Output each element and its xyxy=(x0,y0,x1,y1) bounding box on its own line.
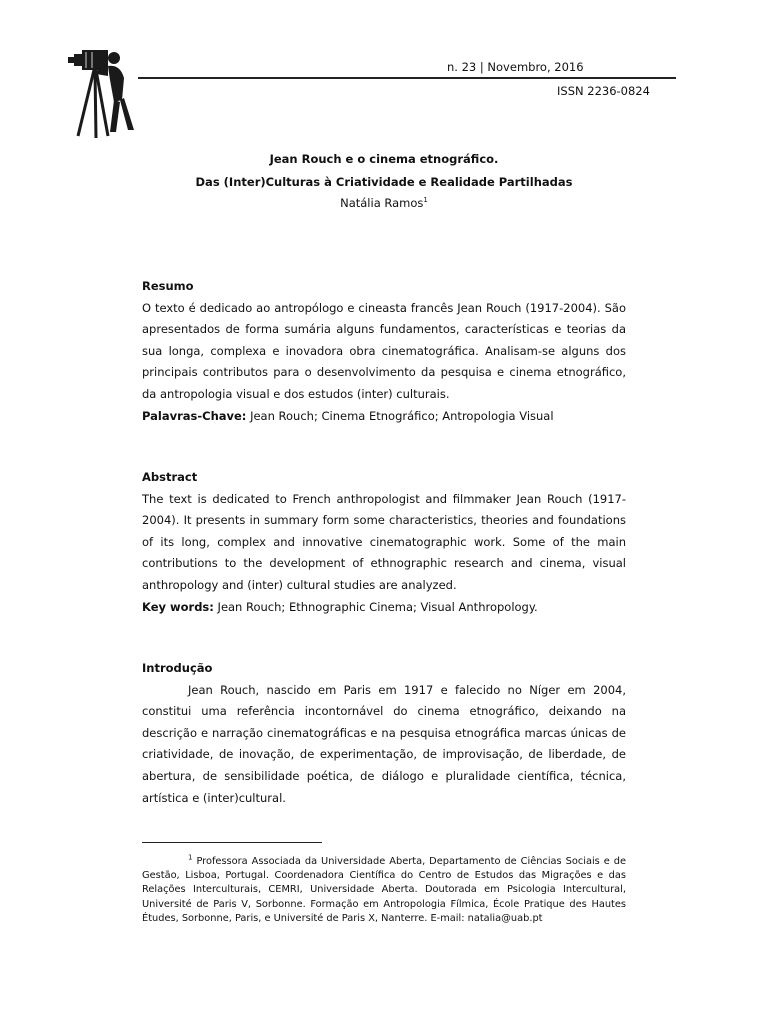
footnote-mark: 1 xyxy=(188,853,193,862)
abstract-keywords-text: Jean Rouch; Ethnographic Cinema; Visual Anthropology. xyxy=(217,599,538,614)
resumo-body: O texto é dedicado ao antropólogo e cineasta francês Jean Rouch (1917-2004). São apresentados de forma sumária alguns fundamentos, características e teorias da sua longa, complexa e inovadora obra cinematográfica. Analisam-se alguns dos principais contributos para o desenvolvimento da pesquisa e cinema etnográfico, da antropologia visual e dos estudos (inter) culturais. xyxy=(142,300,626,401)
abstract-body: The text is dedicated to French anthropologist and filmmaker Jean Rouch (1917-2004). It presents in summary form some characteristics, theories and foundations of its long, complex and innovative cinematographic work. Some of the main contributions to the development of ethnographic research and cinema, visual anthropology and (inter) cultural studies are analyzed. xyxy=(142,491,626,592)
introducao-body: Jean Rouch, nascido em Paris em 1917 e falecido no Níger em 2004, constitui uma referência incontornável do cinema etnográfico, deixando na descrição e narração cinematográficas e na pesquisa etnográfica marcas únicas de criatividade, de inovação, de experimentação, de improvisação, de liberdade, de abertura, de sensibilidade poética, de diálogo e pluralidade científica, técnica, artística e (inter)cultural. xyxy=(142,682,626,805)
abstract-keywords-label: Key words: xyxy=(142,599,214,614)
title-line-1: Jean Rouch e o cinema etnográfico. xyxy=(269,152,499,166)
abstract-keywords xyxy=(142,597,626,619)
footnote-rule xyxy=(142,842,322,843)
issue-number: n. 23 | Novembro, 2016 xyxy=(447,60,584,74)
introducao-heading: Introdução xyxy=(142,661,213,675)
author-footnote-mark[interactable]: 1 xyxy=(423,196,428,205)
resumo-keywords-text: Jean Rouch; Cinema Etnográfico; Antropologia Visual xyxy=(250,408,554,423)
resumo-keywords-label: Palavras-Chave: xyxy=(142,408,247,423)
abstract-heading: Abstract xyxy=(142,470,198,484)
cameraman-logo-icon xyxy=(62,40,144,140)
author-name: Natália Ramos xyxy=(340,196,424,210)
resumo-keywords xyxy=(142,406,626,428)
header-rule xyxy=(138,77,676,79)
author xyxy=(142,196,626,210)
issn: ISSN 2236-0824 xyxy=(557,84,650,98)
introducao-section xyxy=(142,658,626,809)
resumo-section xyxy=(142,276,626,427)
abstract-section xyxy=(142,467,626,618)
footnote-text: Professora Associada da Universidade Aberta, Departamento de Ciências Sociais e de Gestão, Lisboa, Portugal. Coordenadora Científica do Centro de Estudos das Migrações e das Relações Interculturais, CEMRI, Universidade Aberta. Doutorada em Psicologia Intercultural, Université de Paris V, Sorbonne. Formação em Antropologia Fílmica, École Pratique des Hautes Études, Sorbonne, Paris, e Université de Paris X, Nanterre. E-mail: natalia@uab.pt xyxy=(142,856,626,924)
footnote xyxy=(142,855,626,926)
title-line-2: Das (Inter)Culturas à Criatividade e Realidade Partilhadas xyxy=(195,175,573,189)
resumo-heading: Resumo xyxy=(142,279,194,293)
